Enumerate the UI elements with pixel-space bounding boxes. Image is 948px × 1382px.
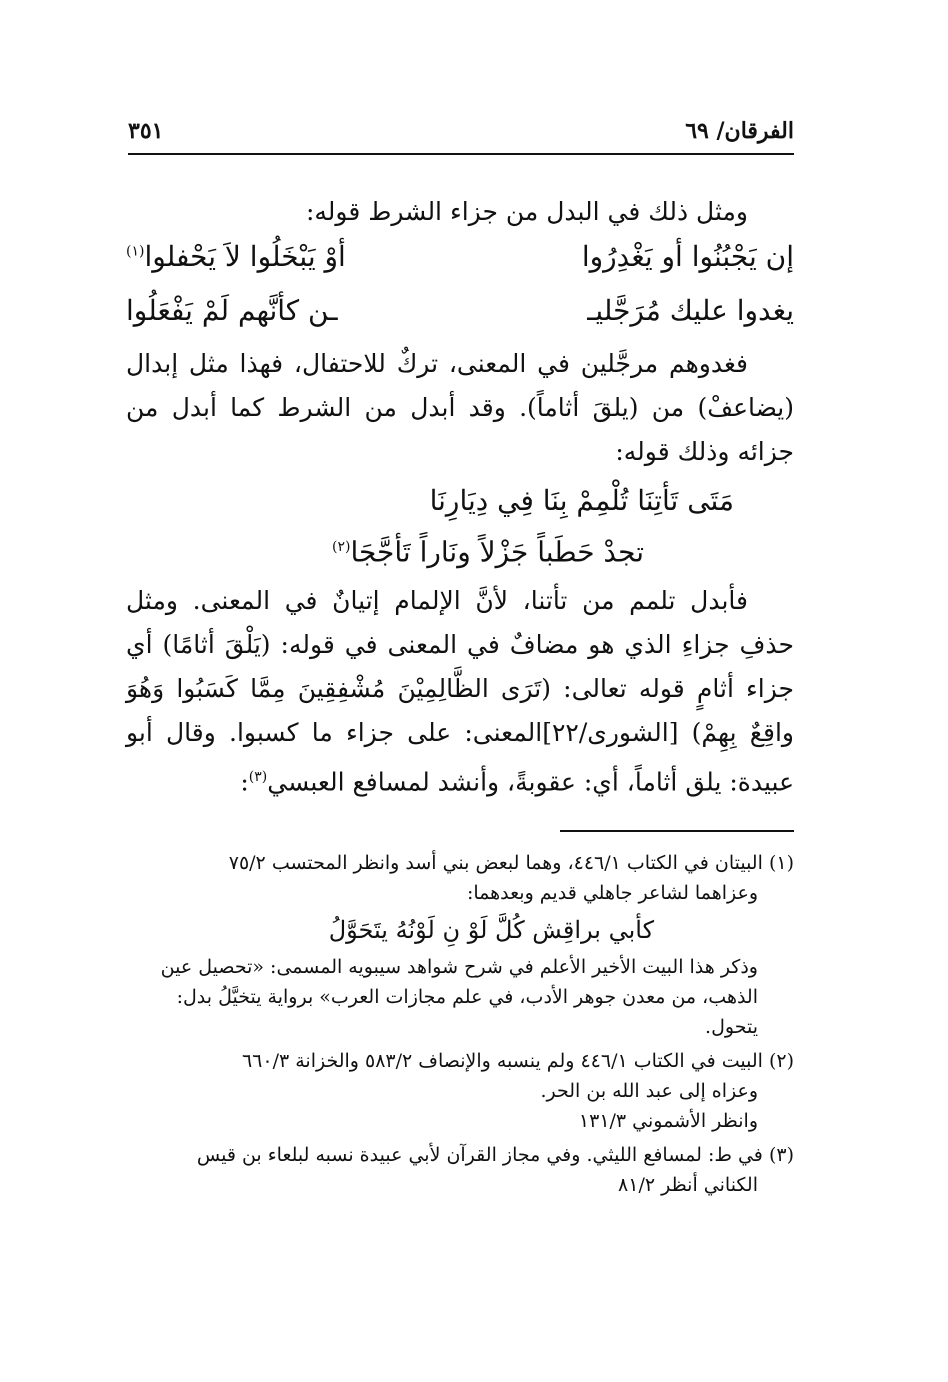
footnote-text: وعزاه إلى عبد الله بن الحر.: [540, 1080, 758, 1102]
footnote-rule: [560, 830, 794, 832]
header-rule: [128, 153, 794, 155]
footnote-text: وانظر الأشموني ١٣١/٣: [578, 1110, 758, 1132]
footnote-text: وعزاهما لشاعر جاهلي قديم وبعدهما:: [466, 882, 758, 904]
footnote-number: (١): [768, 852, 794, 874]
paragraph-text: فأبدل تلمم من تأتنا، لأنَّ الإلمام إتيانٌ في المعنى. ومثل حذفِ جزاءِ الذي هو مضافٌ في المعنى في قوله: (يَلْقَ أثامًا) أي جزاء أثامٍ قوله تعالى: (تَرَى الظَّالِمِيْنَ مُشْفِقِينَ مِمَّا كَسَبُوا وَهُوَ واقِعٌ بِهِمْ) [الشورى/٢٢]المعنى: على جزاء ما كسبوا. وقال أبو عبيدة: يلق أثاماً، أي: عقوبةً، وأنشد لمسافع العبسي: [126, 586, 795, 797]
paragraph-end: :: [240, 767, 249, 797]
hemistich: ـن كأنَّهم لَمْ يَفْعَلُوا: [126, 294, 338, 327]
paragraph: [126, 579, 794, 804]
footnote-line: [126, 1046, 794, 1076]
hemistich: يغدوا عليك مُرَجَّليـ: [587, 294, 794, 327]
footnote-line: [126, 848, 794, 878]
footnote-2: [126, 1046, 794, 1136]
footnote-verse: كأبي براقِش كُلَّ لَوْ نِ لَوْنُهُ يتَحَوَّلُ: [328, 916, 654, 944]
page-number: ٣٥١: [128, 118, 164, 144]
footnote-line: [126, 1140, 794, 1170]
footnote-ref: (٣): [248, 769, 268, 786]
footnote-1: [126, 848, 794, 1042]
footnote-text: البيت في الكتاب ٤٤٦/١ ولم ينسبه والإنصاف ٥٨٣/٢ والخزانة ٦٦٠/٣: [241, 1050, 763, 1072]
footnote-text: البيتان في الكتاب ٤٤٦/١، وهما لبعض بني أسد وانظر المحتسب ٧٥/٢: [228, 852, 763, 874]
poem-line: تجدْ حَطَباً جَزْلاً ونَاراً تَأجَّجَا: [350, 535, 644, 569]
page-header: [128, 112, 794, 152]
poem-line-with-ref: [126, 524, 794, 575]
footnote-ref: (١): [126, 243, 145, 260]
main-text: [126, 190, 794, 805]
paragraph: فغدوهم مرجَّلين في المعنى، تركٌ للاحتفال، فهذا مثل إبدال (يضاعفْ) من (يلقَ أثاماً). وقد أبدل من الشرط كما أبدل من جزائه وذلك قوله:: [126, 349, 794, 466]
hemistich: إن يَجْبُنُوا أو يَغْدِرُوا: [581, 240, 794, 273]
hemistich-with-ref: [126, 240, 346, 273]
poem: [126, 478, 794, 575]
hemistich: أوْ يَبْخَلُوا لاَ يَحْفلوا: [144, 240, 346, 273]
footnote-3: [126, 1140, 794, 1200]
footnotes: [126, 848, 794, 1204]
footnote-text: في ط: لمسافع الليثي. وفي مجاز القرآن لأبي عبيدة نسبه لبلعاء بن قيس: [196, 1144, 763, 1166]
verse-line-2: [126, 288, 794, 342]
footnote-number: (٣): [768, 1144, 794, 1166]
verse-line-1: [126, 234, 794, 288]
footnote-text: الكناني أنظر ٨١/٢: [618, 1174, 758, 1196]
poem-line: مَتَى تَأتِنَا تُلْمِمْ بِنَا فِي دِيَارِنَا: [429, 484, 734, 517]
footnote-number: (٢): [768, 1050, 794, 1072]
footnote-ref: (٢): [331, 539, 351, 555]
running-title: الفرقان/ ٦٩: [685, 118, 794, 144]
intro-line: ومثل ذلك في البدل من جزاء الشرط قوله:: [305, 197, 748, 226]
footnote-text: وذكر هذا البيت الأخير الأعلم في شرح شواهد سيبويه المسمى: «تحصيل عين الذهب، من معدن جوهر الأدب، في علم مجازات العرب» برواية يتخيَّلُ بدل: يتحول.: [160, 956, 758, 1038]
